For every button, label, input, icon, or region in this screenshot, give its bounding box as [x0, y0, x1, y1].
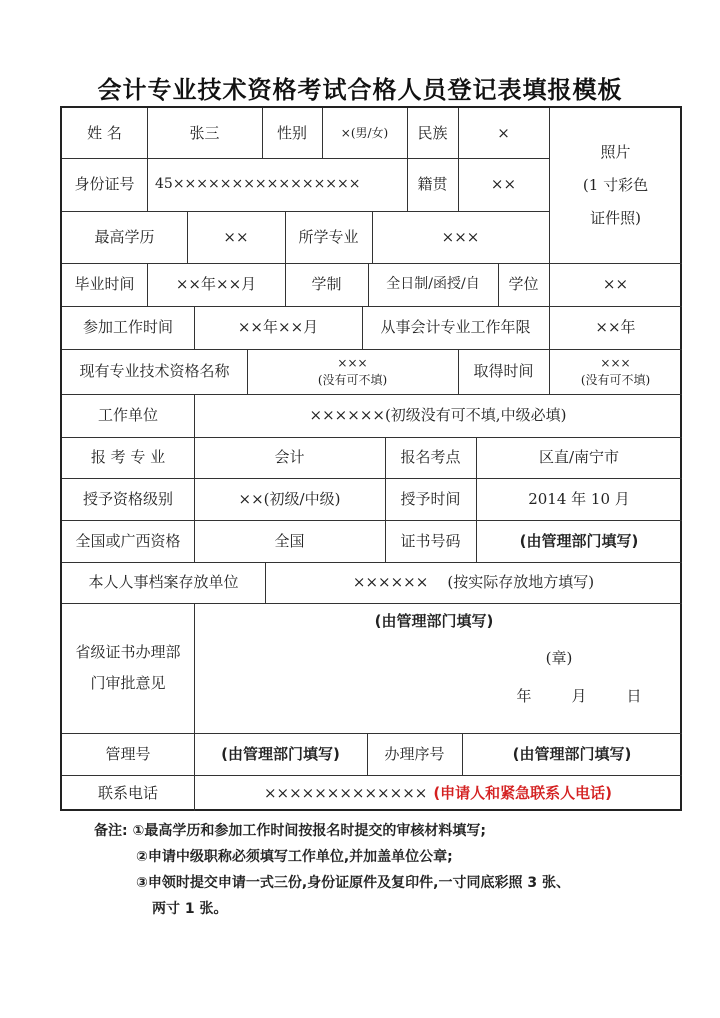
current-qual-label: 现有专业技术资格名称 [79, 362, 230, 380]
scope-value: 全国 [274, 531, 305, 550]
education-label: 最高学历 [94, 227, 155, 246]
approval-label-line1: 省级证书办理部 [75, 642, 181, 661]
native-value: ×× [490, 175, 517, 193]
current-qual-note: (没有可不填) [317, 372, 388, 387]
approval-day: 日 [626, 686, 642, 705]
phone-cell [194, 775, 682, 811]
grad-time-label: 毕业时间 [74, 275, 135, 293]
name-label: 姓 名 [87, 123, 122, 142]
degree-value: ×× [602, 275, 629, 293]
obtain-time-note: (没有可不填) [580, 372, 651, 387]
archive-label: 本人人事档案存放单位 [88, 573, 239, 591]
cert-no-value: (由管理部门填写) [519, 531, 639, 550]
employer-value: ××××××(初级没有可不填,中级必填) [309, 406, 567, 424]
photo-box [549, 108, 682, 263]
remark-line-4 [94, 896, 570, 922]
registration-form-table [60, 106, 682, 811]
remark-item-3: ③申领时提交申请一式三份,身份证原件及复印件,一寸同底彩照 3 张、 [136, 875, 570, 891]
work-start-label: 参加工作时间 [82, 318, 173, 336]
process-no-label: 办理序号 [384, 744, 445, 763]
phone-label: 联系电话 [97, 783, 158, 802]
grant-time-label: 授予时间 [400, 489, 461, 508]
remark-item-1: ①最高学历和参加工作时间按报名时提交的审核材料填写; [132, 823, 486, 839]
approval-label [62, 603, 194, 733]
scope-label: 全国或广西资格 [75, 531, 181, 550]
gender-value: ×(男/女) [340, 125, 389, 140]
ethnicity-label: 民族 [417, 123, 448, 142]
approval-year: 年 [516, 686, 532, 705]
process-no-value: (由管理部门填写) [512, 744, 632, 763]
current-qual-value: ××× [337, 356, 368, 371]
phone-note: (申请人和紧急联系人电话) [433, 783, 613, 802]
acct-years-value: ××年 [595, 318, 636, 336]
ethnicity-value: × [497, 123, 510, 142]
degree-label: 学位 [508, 275, 539, 293]
major-label: 所学专业 [298, 227, 359, 246]
study-mode-label: 学制 [311, 275, 342, 293]
employer-label: 工作单位 [97, 406, 158, 424]
acct-years-label: 从事会计专业工作年限 [380, 318, 531, 336]
remark-prefix: 备注: [94, 823, 128, 839]
exam-site-value: 区直/南宁市 [538, 448, 620, 466]
photo-label: 照片 [600, 143, 631, 161]
name-value: 张三 [189, 123, 220, 142]
archive-value: ×××××× (按实际存放地方填写) [352, 573, 595, 591]
obtain-time-label: 取得时间 [473, 362, 534, 380]
approval-value: (由管理部门填写) [374, 611, 494, 630]
grant-level-value: ××(初级/中级) [238, 489, 341, 508]
grad-time-value: ××年××月 [175, 275, 257, 293]
phone-value: ××××××××××××× [263, 783, 428, 802]
approval-opinion-box [194, 603, 682, 733]
remark-line-1 [94, 818, 570, 844]
remark-item-3-cont: 两寸 1 张。 [152, 901, 228, 917]
remark-item-2: ②申请中级职称必须填写工作单位,并加盖单位公章; [136, 849, 453, 865]
work-start-value: ××年××月 [237, 318, 319, 336]
photo-type: 证件照) [590, 209, 641, 227]
id-value: 45×××××××××××××××× [155, 175, 361, 192]
exam-major-label: 报 考 专 业 [90, 448, 166, 466]
id-label: 身份证号 [74, 175, 135, 193]
approval-label-line2: 门审批意见 [90, 674, 166, 692]
approval-seal: (章) [545, 648, 573, 667]
obtain-time-value: ××× [600, 356, 631, 371]
remark-line-2 [94, 844, 570, 870]
remark-line-3 [94, 870, 570, 896]
major-value: ××× [441, 227, 480, 246]
study-mode-value: 全日制/函授/自 [386, 275, 480, 292]
page-title: 会计专业技术资格考试合格人员登记表填报模板 [97, 76, 623, 104]
obtain-time-cell [549, 349, 682, 394]
cert-no-label: 证书号码 [400, 531, 461, 550]
gender-label: 性别 [276, 123, 307, 142]
photo-size: (1 寸彩色 [582, 176, 649, 194]
exam-major-value: 会计 [274, 448, 305, 466]
native-label: 籍贯 [417, 175, 448, 193]
grant-level-label: 授予资格级别 [82, 489, 173, 508]
grant-time-value: 2014 年 10 月 [528, 489, 630, 508]
exam-site-label: 报名考点 [400, 448, 461, 466]
current-qual-cell [247, 349, 458, 394]
approval-month: 月 [571, 686, 587, 705]
mgmt-no-value: (由管理部门填写) [221, 744, 340, 763]
mgmt-no-label: 管理号 [105, 744, 151, 763]
education-value: ×× [223, 227, 249, 246]
remarks-section [94, 818, 570, 922]
